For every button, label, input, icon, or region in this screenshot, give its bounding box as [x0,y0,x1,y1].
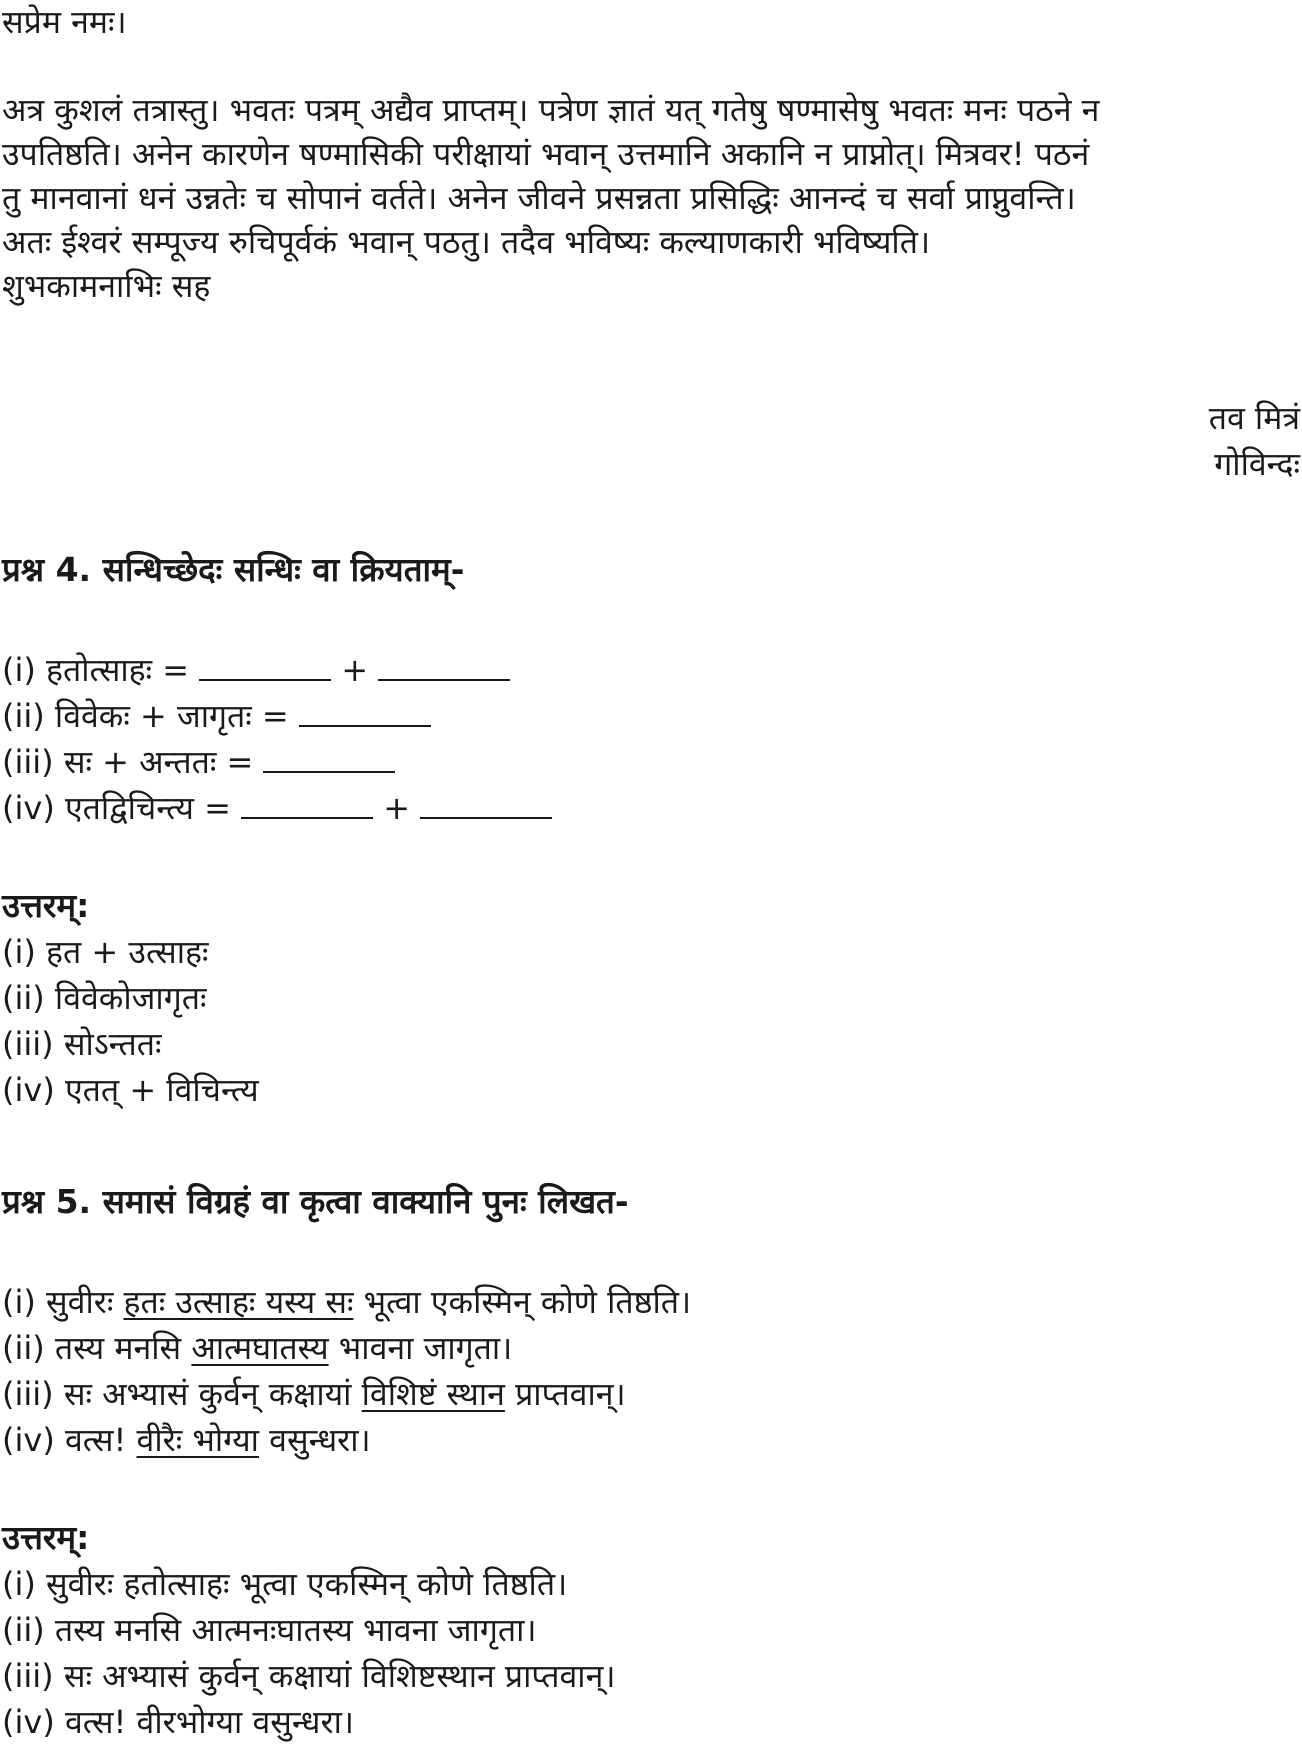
q5-answer-3: (iii) सः अभ्यासं कुर्वन् कक्षायां विशिष्टस्थान प्राप्तवान्। [2,1657,616,1695]
q4-item-3-text: सः + अन्ततः = [63,743,254,781]
q4-item-4 [2,788,552,828]
letter-body-line-1: अत्र कुशलं तत्रास्तु। भवतः पत्रम् अद्यैव प्राप्तम्। पत्रेण ज्ञातं यत् गतेषु षण्मासेषु भवतः मनः पठने न [2,91,1100,129]
q5-item-4-underlined: वीरैः भोग्या [136,1421,259,1459]
q5-item-2-post: भावना जागृता। [328,1329,513,1367]
q4-answer-1: (i) हत + उत्साहः [2,933,209,971]
q5-item-3-pre: (iii) सः अभ्यासं कुर्वन् कक्षायां [2,1375,362,1413]
q4-item-4-blank-1 [241,791,373,819]
q4-item-3-label: (iii) [2,743,54,781]
q5-heading: प्रश्न 5. समासं विग्रहं वा कृत्वा वाक्यानि पुनः लिखत- [2,1182,629,1221]
q5-item-1 [2,1282,691,1322]
q5-item-1-pre: (i) सुवीरः [2,1283,124,1321]
q5-item-4 [2,1420,371,1460]
q4-item-3 [2,742,395,782]
q5-item-3 [2,1374,626,1414]
q4-item-1-plus: + [341,651,369,689]
q4-item-4-blank-2 [420,791,552,819]
q5-answer-1: (i) सुवीरः हतोत्साहः भूत्वा एकस्मिन् कोणे तिष्ठति। [2,1565,568,1603]
q4-item-1-blank-1 [199,653,331,681]
q4-item-1-blank-2 [378,653,510,681]
q4-answer-2: (ii) विवेकोजागृतः [2,979,207,1017]
q4-item-2-text: विवेकः + जागृतः = [54,697,289,735]
q4-item-4-text: एतद्विचिन्त्य = [64,789,231,827]
q5-item-4-pre: (iv) वत्स! [2,1421,137,1459]
letter-body-line-4: अतः ईश्वरं सम्पूज्य रुचिपूर्वकं भवान् पठतु। तदैव भविष्यः कल्याणकारी भविष्यति। [2,223,931,261]
q5-item-2 [2,1328,512,1368]
q4-answer-heading: उत्तरम्: [2,886,90,925]
q5-item-4-post: वसुन्धरा। [258,1421,371,1459]
q4-answer-4: (iv) एतत् + विचिन्त्य [2,1071,259,1109]
letter-body-line-3: तु मानवानां धनं उन्नतेः च सोपानं वर्तते। अनेन जीवने प्रसन्नता प्रसिद्धिः आनन्दं च सर्वा प्राप्नुवन्ति। [2,179,1076,217]
q4-item-4-label: (iv) [2,789,55,827]
q5-item-2-underlined: आत्मघातस्य [191,1329,329,1367]
q4-item-2-label: (ii) [2,697,45,735]
letter-signoff-name: गोविन्दः [1214,445,1300,483]
q4-item-2-blank [299,699,431,727]
letter-signoff-relation: तव मित्रं [1208,399,1300,437]
q4-heading: प्रश्न 4. सन्धिच्छेदः सन्धिः वा क्रियताम्- [2,550,465,589]
q4-item-3-blank [263,745,395,773]
q5-item-3-underlined: विशिष्टं स्थान [361,1375,505,1413]
q4-answer-3: (iii) सोऽन्ततः [2,1025,162,1063]
q5-answer-heading: उत्तरम्: [2,1518,90,1557]
letter-greeting: सप्रेम नमः। [2,3,127,41]
q4-item-2 [2,696,431,736]
q5-answer-2: (ii) तस्य मनसि आत्मनःघातस्य भावना जागृता। [2,1611,537,1649]
q5-item-1-underlined: हतः उत्साहः यस्य सः [123,1283,354,1321]
q4-item-1-text: हतोत्साहः = [46,651,190,689]
q4-item-1 [2,650,510,690]
q5-item-1-post: भूत्वा एकस्मिन् कोणे तिष्ठति। [353,1283,692,1321]
q4-item-4-plus: + [383,789,411,827]
q5-item-2-pre: (ii) तस्य मनसि [2,1329,192,1367]
letter-closing: शुभकामनाभिः सह [2,267,211,305]
q5-answer-4: (iv) वत्स! वीरभोग्या वसुन्धरा। [2,1703,354,1741]
letter-body-line-2: उपतिष्ठति। अनेन कारणेन षण्मासिकी परीक्षायां भवान् उत्तमानि अकानि न प्राप्नोत्। मित्रवर! पठनं [2,135,1090,173]
q4-item-1-label: (i) [2,651,36,689]
q5-item-3-post: प्राप्तवान्। [504,1375,626,1413]
